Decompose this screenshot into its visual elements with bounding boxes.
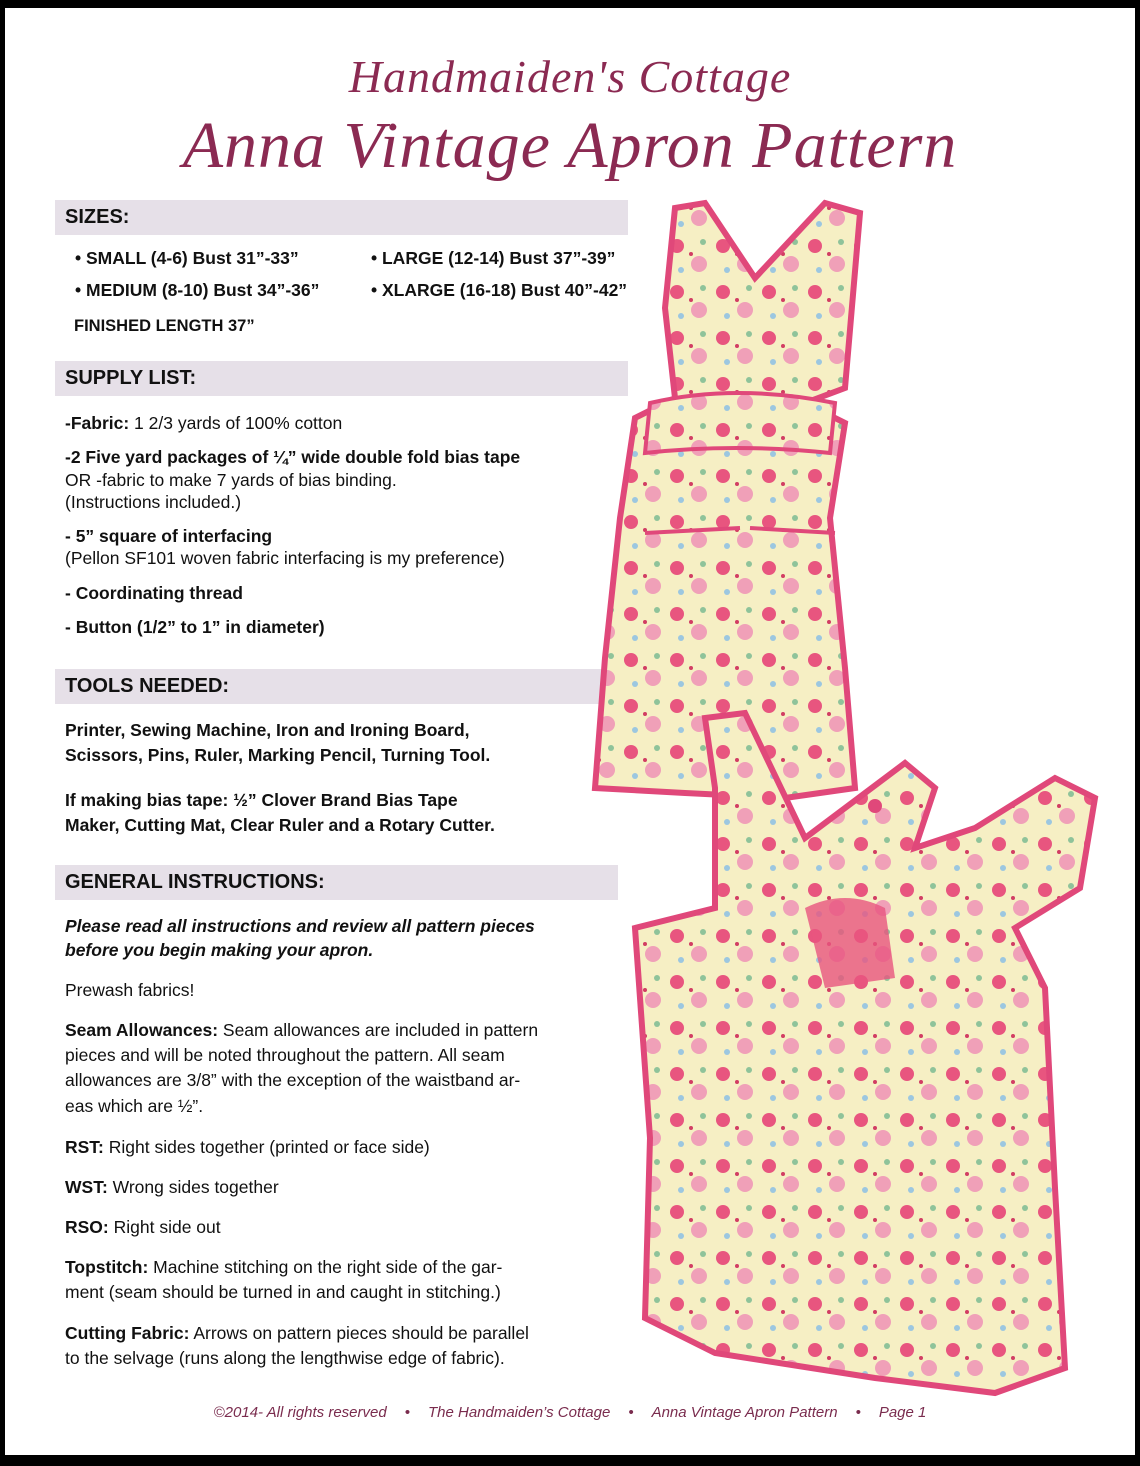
- general-note-2: before you begin making your apron.: [65, 940, 374, 960]
- sizes-heading: SIZES:: [65, 206, 130, 228]
- supply-header: [55, 361, 628, 396]
- fabric-text: 1 2/3 yards of 100% cotton: [129, 413, 343, 433]
- seam-line-2: pieces and will be noted throughout the pattern. All seam: [65, 1045, 505, 1065]
- prewash: Prewash fabrics!: [65, 980, 195, 1000]
- tools-line-2: Scissors, Pins, Ruler, Marking Pencil, Turning Tool.: [65, 745, 491, 765]
- cutting-text: Arrows on pattern pieces should be parallel: [189, 1323, 529, 1343]
- seam-text: Seam allowances are included in pattern: [218, 1020, 539, 1040]
- apron-back-image: [635, 713, 1095, 1393]
- supply-bias-note: (Instructions included.): [65, 492, 242, 512]
- cutting-label: Cutting Fabric:: [65, 1323, 190, 1343]
- cutting-line-1: [65, 1323, 529, 1344]
- footer-page-number: Page 1: [878, 1404, 927, 1421]
- rst-label: RST:: [65, 1137, 104, 1157]
- general-header: [55, 865, 618, 900]
- topstitch-line-2: ment (seam should be turned in and caught in stitching.): [65, 1282, 501, 1302]
- tools-line-4: Maker, Cutting Mat, Clear Ruler and a Rotary Cutter.: [65, 815, 495, 835]
- sizes-header: [55, 200, 628, 235]
- size-large: • LARGE (12-14) Bust 37”-39”: [371, 248, 616, 268]
- size-medium: • MEDIUM (8-10) Bust 34”-36”: [75, 280, 320, 300]
- rst-text: Right sides together (printed or face side): [103, 1137, 430, 1157]
- finished-length: FINISHED LENGTH 37”: [74, 317, 255, 335]
- topstitch-text: Machine stitching on the right side of the gar-: [148, 1257, 503, 1277]
- seam-label: Seam Allowances:: [65, 1020, 219, 1040]
- supply-bias: -2 Five yard packages of ¼” wide double fold bias tape: [65, 447, 521, 467]
- rso-label: RSO:: [65, 1217, 109, 1237]
- tools-line-1: Printer, Sewing Machine, Iron and Ironing Board,: [65, 720, 470, 740]
- rst-line: [65, 1137, 430, 1158]
- supply-interfacing: - 5” square of interfacing: [65, 526, 273, 546]
- page-footer: ©2014- All rights reserved • The Handmaiden’s Cottage • Anna Vintage Apron Pattern • Page 1: [213, 1404, 927, 1421]
- supply-bias-alt: OR -fabric to make 7 yards of bias binding.: [65, 470, 397, 490]
- fabric-label: -Fabric:: [65, 413, 130, 433]
- supply-thread: - Coordinating thread: [65, 583, 243, 603]
- apron-front-image: [595, 203, 860, 798]
- topstitch-label: Topstitch:: [65, 1257, 149, 1277]
- supply-fabric: [65, 413, 342, 434]
- size-small: • SMALL (4-6) Bust 31”-33”: [75, 248, 299, 268]
- topstitch-line-1: [65, 1257, 502, 1278]
- general-note-1: Please read all instructions and review all pattern pieces: [65, 916, 535, 936]
- general-heading: GENERAL INSTRUCTIONS:: [65, 871, 325, 893]
- seam-line-4: eas which are ½”.: [65, 1096, 204, 1116]
- wst-line: [65, 1177, 279, 1198]
- seam-line-1: [65, 1020, 538, 1041]
- tools-heading: TOOLS NEEDED:: [65, 675, 230, 697]
- seam-line-3: allowances are 3/8” with the exception of the waistband ar-: [65, 1070, 521, 1090]
- cutting-line-2: to the selvage (runs along the lengthwise edge of fabric).: [65, 1348, 505, 1368]
- supply-button: - Button (1/2” to 1” in diameter): [65, 617, 325, 637]
- tools-header: [55, 669, 628, 704]
- supply-interfacing-note: (Pellon SF101 woven fabric interfacing is my preference): [65, 548, 505, 568]
- supply-heading: SUPPLY LIST:: [65, 367, 197, 389]
- size-xlarge: • XLARGE (16-18) Bust 40”-42”: [371, 280, 628, 300]
- footer-copyright: ©2014- All rights reserved: [213, 1404, 387, 1421]
- wst-text: Wrong sides together: [107, 1177, 279, 1197]
- rso-text: Right side out: [108, 1217, 221, 1237]
- brand-title: Handmaiden's Cottage: [348, 51, 792, 102]
- footer-brand: The Handmaiden’s Cottage: [427, 1404, 611, 1421]
- apron-photos: [575, 188, 1135, 1408]
- pattern-page: [5, 8, 1135, 1455]
- tools-line-3: If making bias tape: ½” Clover Brand Bias Tape: [65, 790, 458, 810]
- page-title: Anna Vintage Apron Pattern: [182, 109, 958, 182]
- rso-line: [65, 1217, 221, 1238]
- wst-label: WST:: [65, 1177, 108, 1197]
- footer-title: Anna Vintage Apron Pattern: [651, 1404, 838, 1421]
